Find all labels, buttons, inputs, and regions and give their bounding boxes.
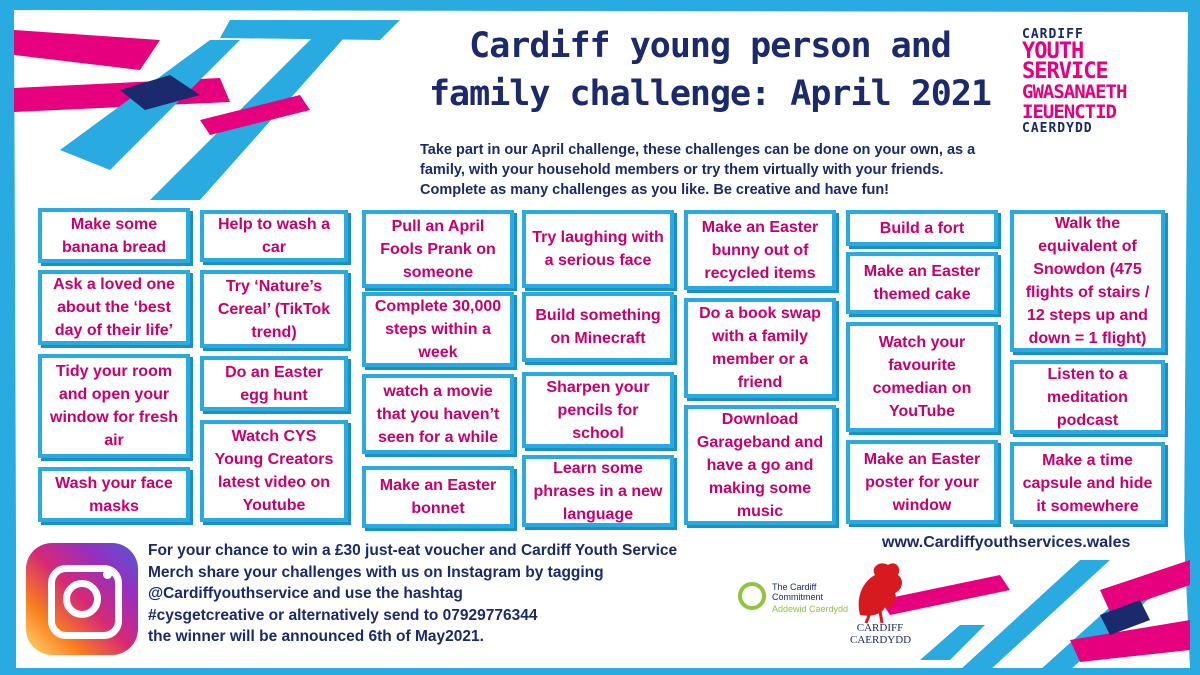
challenge-card: Help to wash a car [200, 210, 348, 262]
challenge-card: Make an Easter bonnet [362, 466, 514, 528]
instagram-icon[interactable] [26, 543, 138, 655]
competition-text [148, 540, 758, 648]
intro-text: Take part in our April challenge, these challenges can be done on your own, as a family, with your household members or try them virtually with your friends. Complete as many challenges as you like. Be creative and have fun! [420, 142, 976, 198]
welsh-dragon-crest [840, 555, 915, 630]
challenge-card: Build a fort [846, 210, 998, 246]
logo-line-2: YOUTH [1022, 39, 1084, 64]
logo-line-6: CAERDYDD [1022, 121, 1093, 136]
challenge-card: Walk the equivalent of Snowdon (475 flights of stairs / 12 steps up and down = 1 flight) [1010, 210, 1165, 352]
challenge-card: Ask a loved one about the ‘best day of their life’ [38, 270, 190, 345]
challenge-card: Try ‘Nature’s Cereal’ (TikTok trend) [200, 270, 348, 348]
challenge-card: watch a movie that you haven’t seen for a while [362, 374, 514, 454]
cardiff-youth-service-logo [1022, 28, 1172, 136]
challenge-card: Sharpen your pencils for school [522, 372, 674, 448]
challenge-card: Download Garageband and have a go and making some music [684, 405, 836, 525]
challenge-card: Build something on Minecraft [522, 292, 674, 362]
footer-line-5: the winner will be announced 6th of May2021. [148, 628, 484, 645]
title-line-1: Cardiff young person and [469, 26, 951, 66]
website-link[interactable]: www.Cardiffyouthservices.wales [882, 534, 1131, 551]
challenge-card: Watch CYS Young Creators latest video on Youtube [200, 420, 348, 522]
check-icon [738, 582, 766, 610]
footer-line-2: Merch share your challenges with us on Instagram by tagging [148, 563, 604, 581]
challenge-card: Do an Easter egg hunt [200, 356, 348, 411]
challenge-card: Make some banana bread [38, 208, 190, 263]
logo-line-4: GWASANAETH [1022, 81, 1127, 103]
footer-line-1: For your chance to win a £30 just-eat voucher and Cardiff Youth Service [148, 542, 678, 559]
challenge-card: Do a book swap with a family member or a friend [684, 298, 836, 398]
challenge-card: Make an Easter themed cake [846, 252, 998, 314]
title-line-2: family challenge: April 2021 [428, 74, 991, 114]
challenge-card: Complete 30,000 steps within a week [362, 292, 514, 367]
logo-line-1: CARDIFF [1022, 27, 1084, 42]
commitment-line-1: The Cardiff Commitment [772, 582, 824, 602]
footer-line-4: #cysgetcreative or alternatively send to 07929776344 [148, 606, 538, 624]
challenge-card: Make a time capsule and hide it somewhere [1010, 442, 1165, 524]
commitment-line-2: Addewid Caerdydd [772, 604, 849, 614]
challenge-card: Tidy your room and open your window for fresh air [38, 354, 190, 458]
council-line-2: CAERDYDD [850, 634, 912, 646]
challenge-card: Make an Easter bunny out of recycled items [684, 210, 836, 290]
challenge-card: Pull an April Fools Prank on someone [362, 210, 514, 288]
challenge-card: Wash your face masks [38, 467, 190, 522]
challenge-card: Watch your favourite comedian on YouTube [846, 322, 998, 432]
logo-line-3: SERVICE [1022, 59, 1108, 84]
footer-line-3: @Cardiffyouthservice and use the hashtag [148, 585, 463, 602]
challenge-card: Listen to a meditation podcast [1010, 360, 1165, 434]
challenge-card: Try laughing with a serious face [522, 210, 674, 288]
logo-line-5: IEUENCTID [1022, 101, 1116, 123]
council-line-1: CARDIFF [856, 622, 904, 634]
page-title [410, 22, 1010, 118]
council-logo-text [850, 622, 910, 646]
challenge-card: Make an Easter poster for your window [846, 440, 998, 524]
challenge-card: Learn some phrases in a new language [522, 455, 674, 527]
